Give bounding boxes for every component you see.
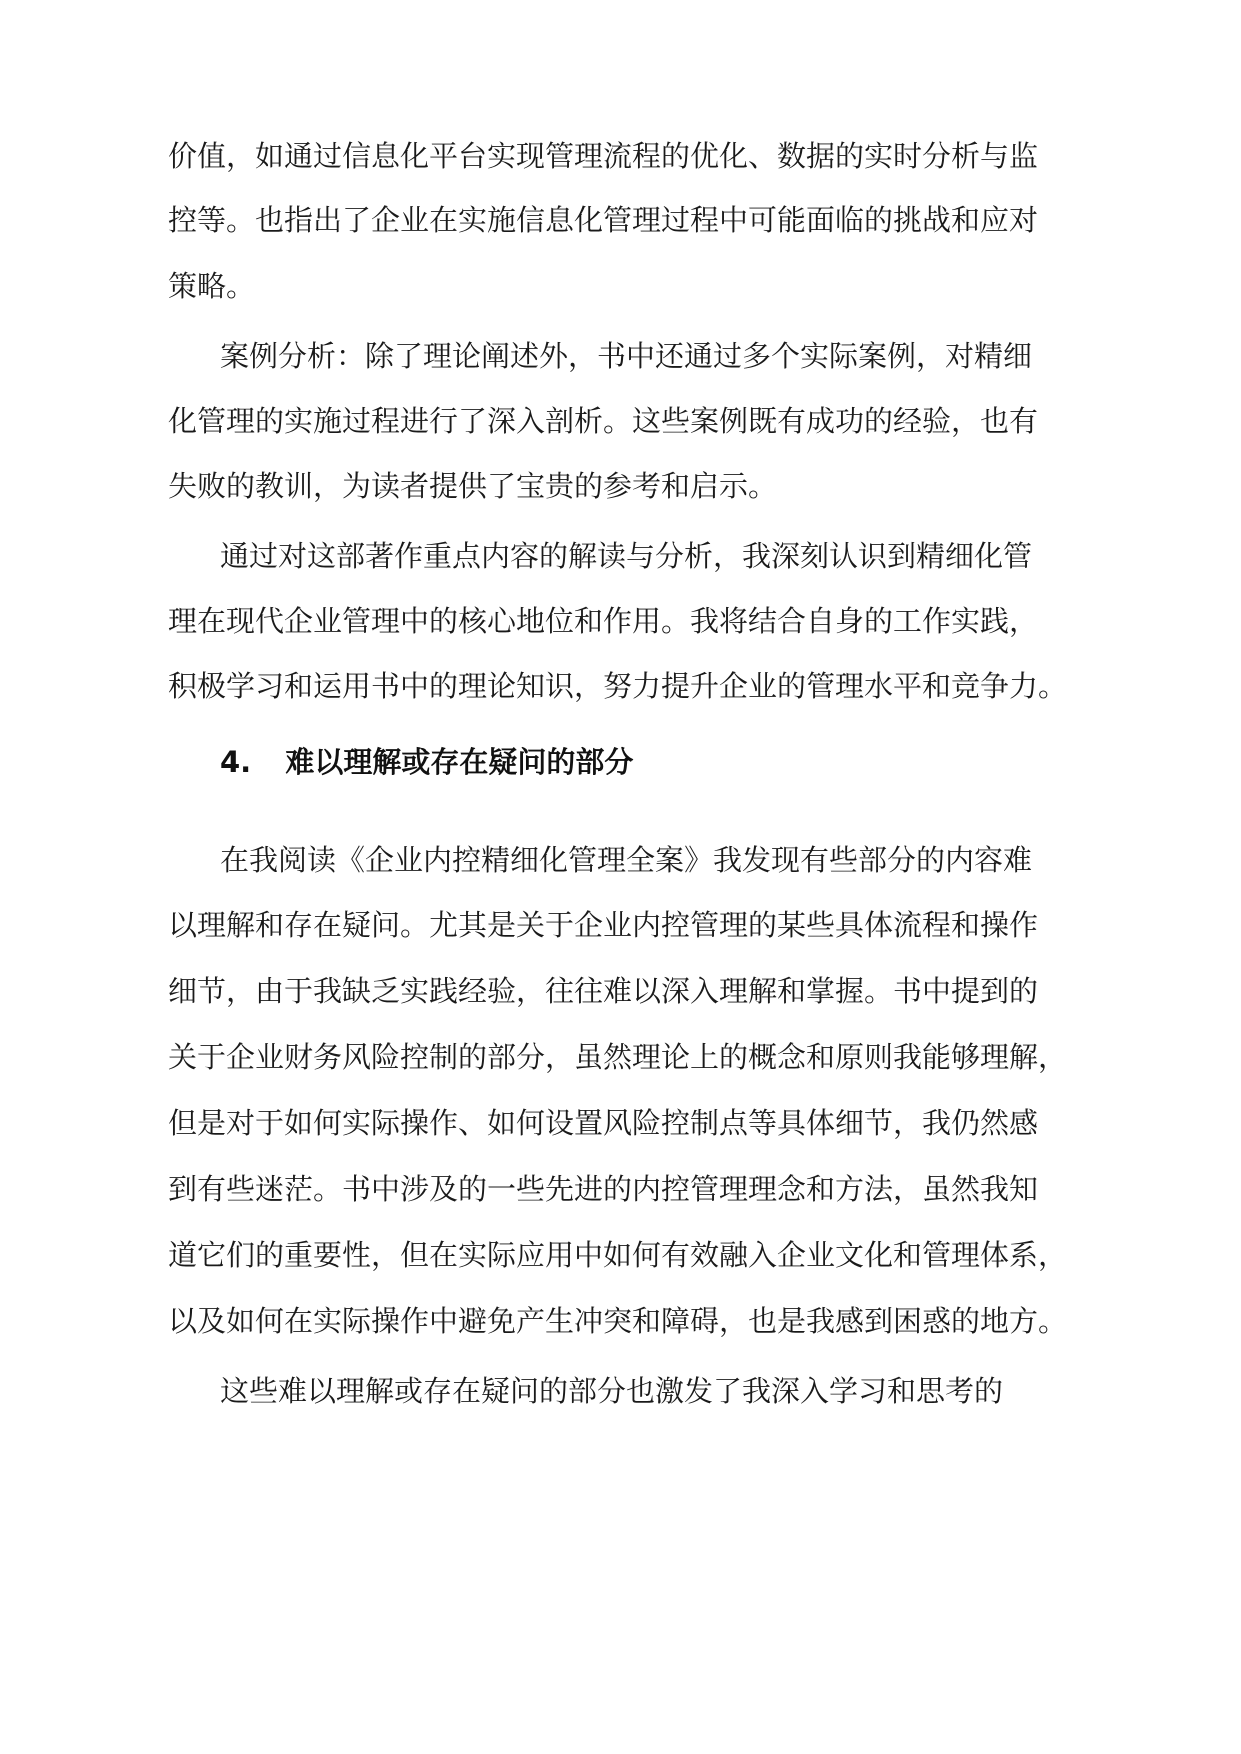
paragraph-line: 控等。也指出了企业在实施信息化管理过程中可能面临的挑战和应对 <box>168 203 1039 237</box>
paragraph-line: 积极学习和运用书中的理论知识，努力提升企业的管理水平和竞争力。 <box>168 669 1068 703</box>
paragraph-line: 道它们的重要性，但在实际应用中如何有效融入企业文化和管理体系， <box>168 1238 1068 1272</box>
paragraph-line: 细节，由于我缺乏实践经验，往往难以深入理解和掌握。书中提到的 <box>168 974 1039 1008</box>
paragraph-line: 以理解和存在疑问。尤其是关于企业内控管理的某些具体流程和操作 <box>168 908 1039 942</box>
section-title: 难以理解或存在疑问的部分 <box>285 745 634 779</box>
section-heading <box>220 745 633 779</box>
paragraph-line: 失败的教训，为读者提供了宝贵的参考和启示。 <box>168 469 778 503</box>
paragraph-line: 关于企业财务风险控制的部分，虽然理论上的概念和原则我能够理解， <box>168 1040 1068 1074</box>
paragraph-line: 通过对这部著作重点内容的解读与分析，我深刻认识到精细化管 <box>220 539 1033 573</box>
paragraph-line: 在我阅读《企业内控精细化管理全案》我发现有些部分的内容难 <box>220 843 1033 877</box>
paragraph-line: 案例分析：除了理论阐述外，书中还通过多个实际案例，对精细 <box>220 339 1033 373</box>
paragraph-line: 策略。 <box>168 269 256 303</box>
paragraph-line: 化管理的实施过程进行了深入剖析。这些案例既有成功的经验，也有 <box>168 404 1039 438</box>
paragraph-line: 这些难以理解或存在疑问的部分也激发了我深入学习和思考的 <box>220 1374 1004 1408</box>
paragraph-line: 到有些迷茫。书中涉及的一些先进的内控管理理念和方法，虽然我知 <box>168 1172 1039 1206</box>
paragraph-line: 价值，如通过信息化平台实现管理流程的优化、数据的实时分析与监 <box>168 139 1039 173</box>
paragraph-line: 但是对于如何实际操作、如何设置风险控制点等具体细节，我仍然感 <box>168 1106 1039 1140</box>
section-number: 4. <box>220 745 252 779</box>
paragraph-line: 理在现代企业管理中的核心地位和作用。我将结合自身的工作实践， <box>168 604 1039 638</box>
paragraph-line: 以及如何在实际操作中避免产生冲突和障碍，也是我感到困惑的地方。 <box>168 1304 1068 1338</box>
